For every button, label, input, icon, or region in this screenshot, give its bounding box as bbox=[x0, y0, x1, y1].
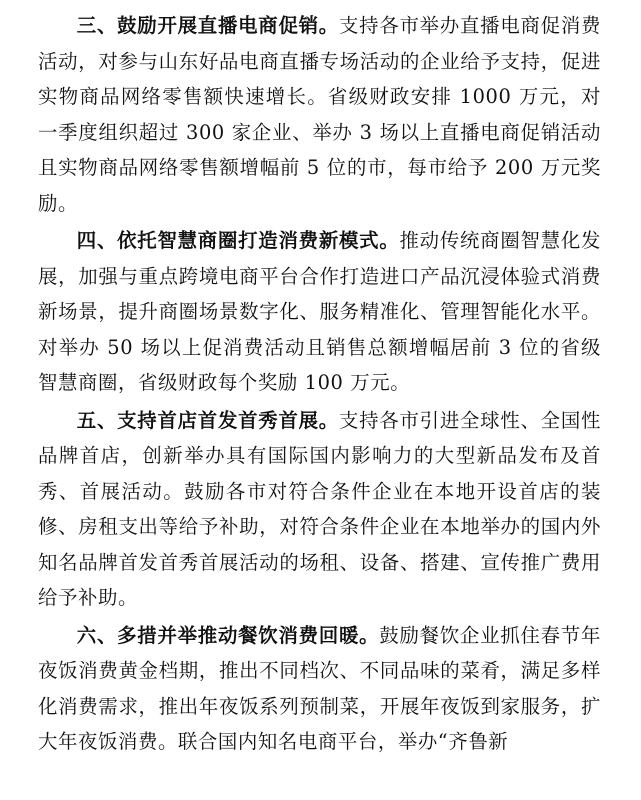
paragraph-5-heading: 五、支持首店首发首秀首展。 bbox=[76, 408, 339, 432]
paragraph-3-body: 支持各市举办直播电商促消费活动，对参与山东好品电商直播专场活动的企业给予支持，促进实物商品网络零售额快速增长。省级财政安排 1000 万元，对一季度组织超过 300 家企业、举办 3 场以上直播电商促销活动且实物商品网络零售额增幅前 5 位的市，每市给予 200 万元奖励。 bbox=[38, 14, 601, 215]
paragraph-3-heading: 三、鼓励开展直播电商促销。 bbox=[76, 14, 339, 37]
paragraph-3 bbox=[38, 8, 601, 221]
paragraph-4-heading: 四、依托智慧商圈打造消费新模式。 bbox=[76, 229, 400, 252]
paragraph-4-body: 推动传统商圈智慧化发展，加强与重点跨境电商平台合作打造进口产品沉浸体验式消费新场景，提升商圈场景数字化、服务精准化、管理智能化水平。对举办 50 场以上促消费活动且销售总额增幅居前 3 位的省级智慧商圈，省级财政每个奖励 100 万元。 bbox=[38, 229, 602, 394]
paragraph-6-body: 鼓励餐饮企业抓住春节年夜饭消费黄金档期，推出不同档次、不同品味的菜肴，满足多样化消费需求，推出年夜饭系列预制菜，开展年夜饭到家服务，扩大年夜饭消费。联合国内知名电商平台，举办“齐鲁新 bbox=[38, 623, 601, 753]
paragraph-5 bbox=[38, 403, 601, 616]
paragraph-5-body: 支持各市引进全球性、全国性品牌首店，创新举办具有国际国内影响力的大型新品发布及首秀、首展活动。鼓励各市对符合条件企业在本地开设首店的装修、房租支出等给予补助，对符合条件企业在本地举办的国内外知名品牌首发首秀首展活动的场租、设备、搭建、宣传推广费用给予补助。 bbox=[38, 408, 601, 609]
paragraph-6 bbox=[38, 618, 601, 760]
paragraph-4 bbox=[38, 223, 601, 401]
paragraph-6-heading: 六、多措并举推动餐饮消费回暖。 bbox=[76, 623, 380, 647]
